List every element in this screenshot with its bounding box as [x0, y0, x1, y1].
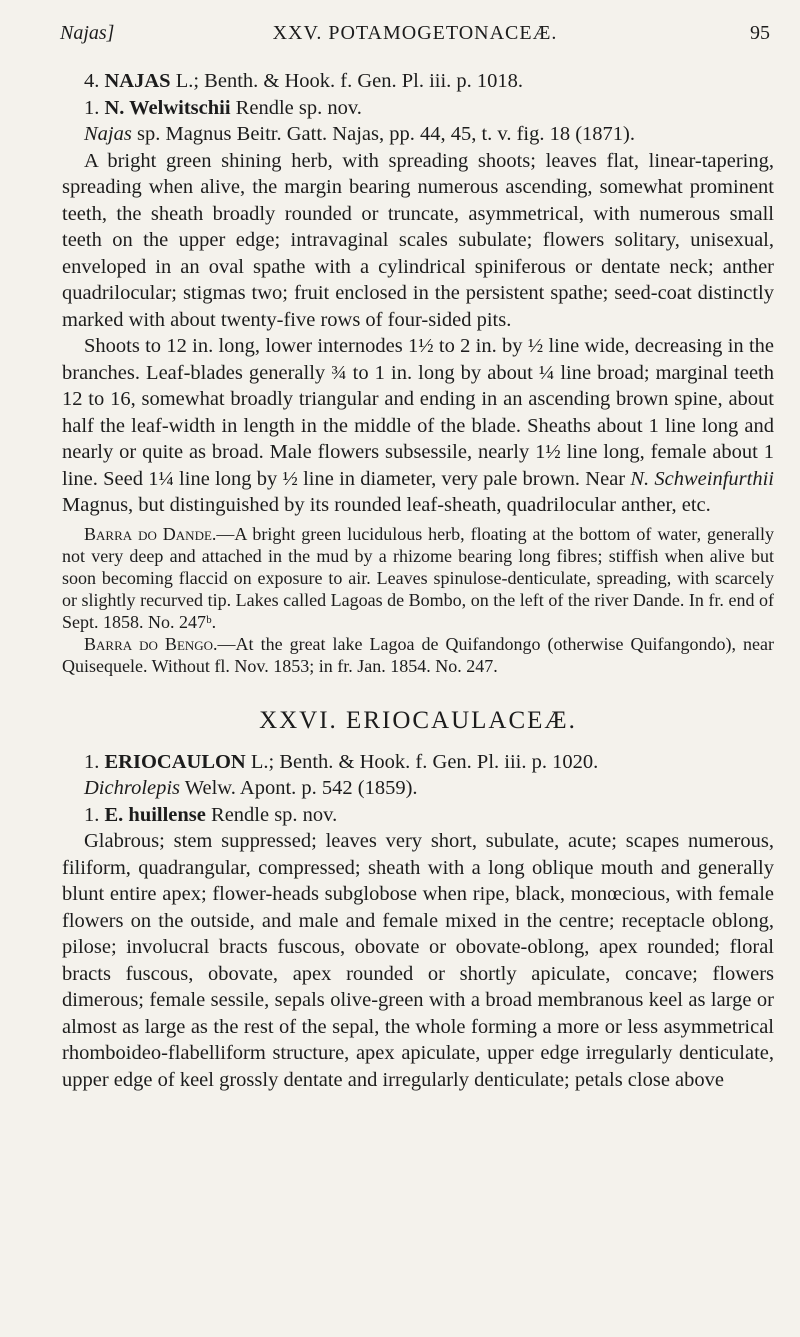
- genus-name: ERIOCAULON: [104, 750, 246, 773]
- locality-barra-do-bengo: Barra do Bengo.—At the great lake Lagoa de Quifandongo (otherwise Quifangondo), near Quisequele. Without fl. Nov. 1853; in fr. Jan. 1854. No. 247.: [62, 633, 774, 676]
- species-description: Glabrous; stem suppressed; leaves very short, subulate, acute; scapes numerous, filiform, quadrangular, compressed; sheath with a long oblique mouth and generally blunt entire apex; flower-heads subglobose when ripe, black, monœcious, with female flowers on the outside, and male and female mixed in the centre; receptacle oblong, pilose; involucral bracts fuscous, obovate or obovate-oblong, apex rounded; floral bracts fuscous, obovate, apex rounded or shortly apiculate, concave; flowers dimerous; female sessile, sepals olive-green with a broad membranous keel as large or almost as large as the rest of the sepal, the whole forming a more or less asymmetrical rhomboideo-flabelliform structure, apex apiculate, upper edge irregularly denticulate, upper edge of keel grossly dentate and irregularly denticulate; petals close above: [62, 830, 774, 1091]
- synonym: Dichrolepis Welw. Apont. p. 542 (1859).: [84, 777, 418, 799]
- header-family: XXV. POTAMOGETONACEÆ.: [272, 22, 558, 44]
- genus-najas-heading: 4. NAJAS L.; Benth. & Hook. f. Gen. Pl. iii. p. 1018.: [84, 70, 524, 92]
- genus-name: NAJAS: [104, 70, 171, 92]
- header-genus: Najas]: [60, 22, 115, 44]
- species-heading: 1. E. huillense Rendle sp. nov.: [84, 803, 338, 826]
- species-measurements: Shoots to 12 in. long, lower internodes 1½ to 2 in. by ½ line wide, decreasing in the branches. Leaf-blades generally ¾ to 1 in. long by about ¼ line broad; marginal teeth 12 to 16, somewhat broadly triangular and ending in an ascending brown spine, about half the leaf-width in length in the middle of the blade. Sheaths about 1 line long and nearly or quite as broad. Male flowers subsessile, nearly 1½ line long, female about 1 line. Seed 1¼ line long by ½ line in diameter, very pale brown. Near N. Schweinfurthii Magnus, but distinguished by its rounded leaf-sheath, quadrilocular anther, etc.: [62, 335, 774, 516]
- running-header: [60, 8, 770, 48]
- synonym: Najas sp. Magnus Beitr. Gatt. Najas, pp. 44, 45, t. v. fig. 18 (1871).: [84, 123, 636, 145]
- species-name: E. huillense: [104, 803, 206, 826]
- species-name: N. Welwitschii: [104, 96, 231, 119]
- species-heading: 1. N. Welwitschii Rendle sp. nov.: [84, 96, 362, 119]
- locality-barra-do-dande: Barra do Dande.—A bright green lucidulous herb, floating at the bottom of water, generally not very deep and attached in the mud by a rhizome bearing long fibres; stiffish when alive but soon becoming flaccid on exposure to air. Leaves spinulose-denticulate, spreading, with scarcely or slightly recurved tip. Lakes called Lagoas de Bombo, on the left of the river Dande. In fr. end of Sept. 1858. No. 247ᵇ.: [62, 523, 774, 632]
- species-description: A bright green shining herb, with spreading shoots; leaves flat, linear-tapering, spreading when alive, the margin bearing numerous ascending, somewhat prominent teeth, the sheath broadly rounded or truncate, asymmetrical, with numerous small teeth on the upper edge; intravaginal scales subulate; flowers solitary, unisexual, enveloped in an oval spathe with a cylindrical spiniferous or dentate neck; anther quadrilocular; stigmas two; fruit enclosed in the persistent spathe; seed-coat distinctly marked with about twenty-five rows of four-sided pits.: [62, 149, 774, 331]
- genus-eriocaulon-heading: 1. ERIOCAULON L.; Benth. & Hook. f. Gen. Pl. iii. p. 1020.: [84, 750, 599, 773]
- page-number: 95: [750, 22, 770, 44]
- family-heading: XXVI. ERIOCAULACEÆ.: [259, 706, 577, 734]
- page-body: [62, 68, 774, 1093]
